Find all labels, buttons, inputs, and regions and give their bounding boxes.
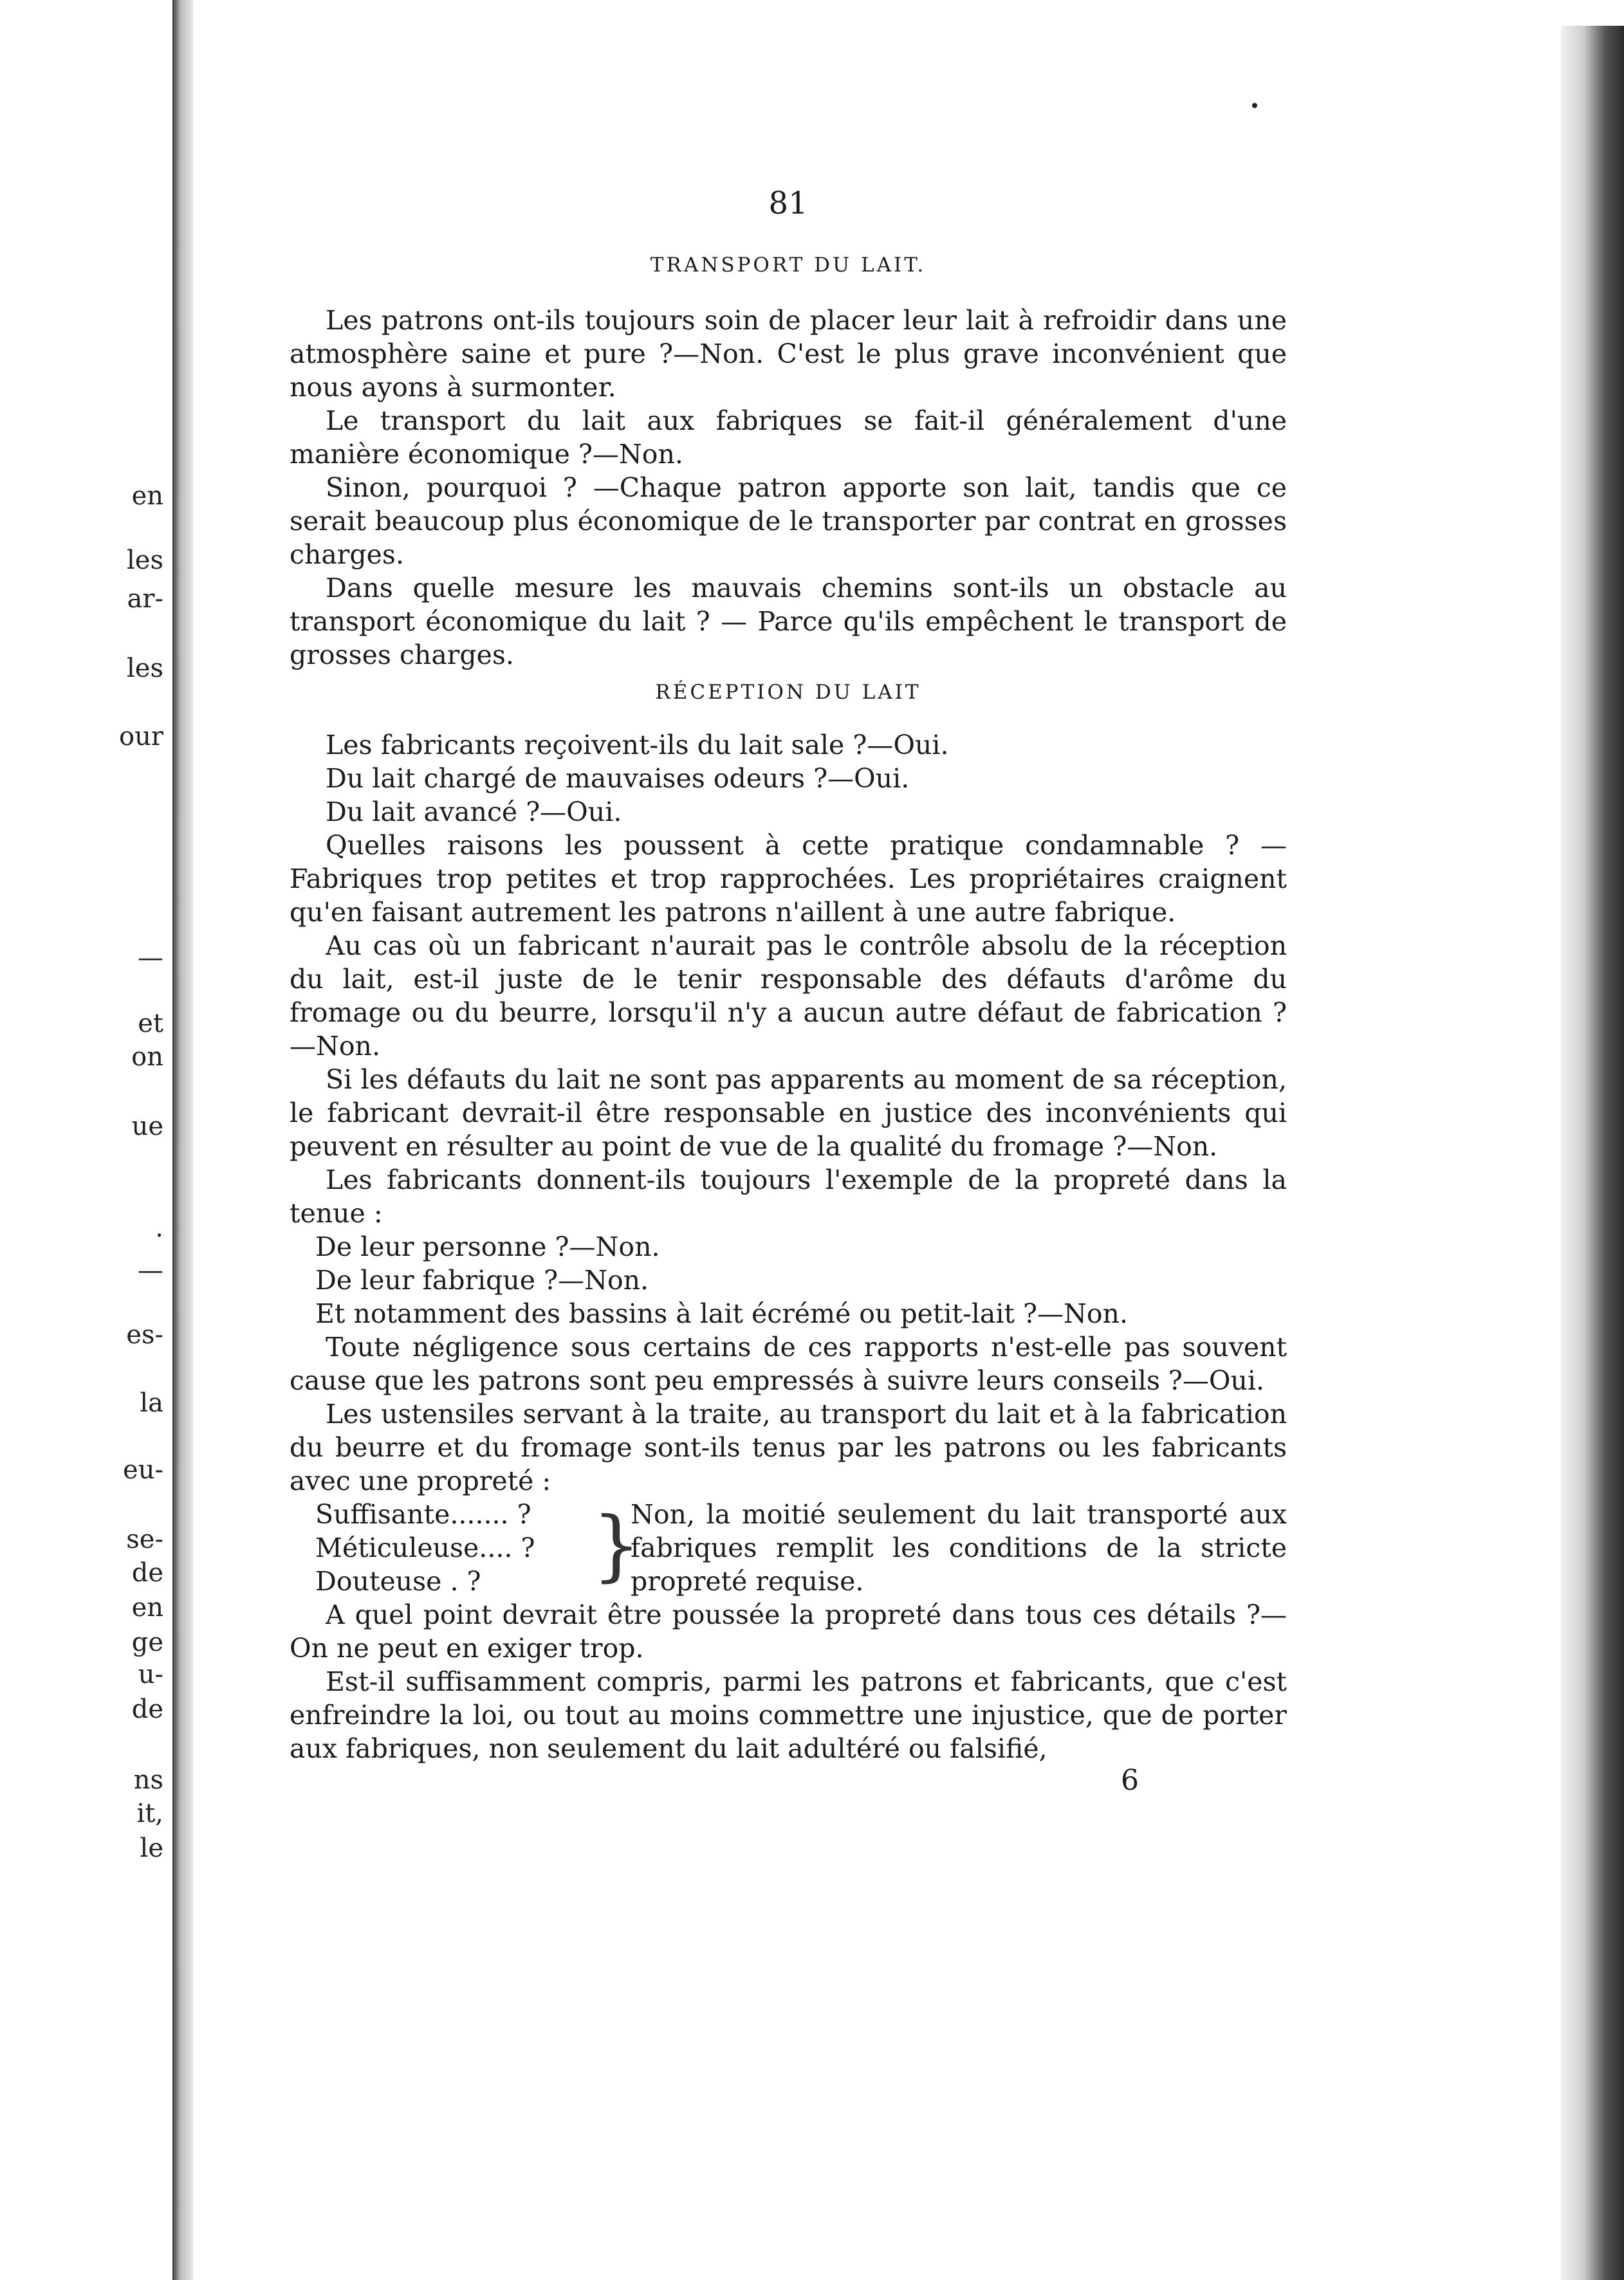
margin-fragment: les [127, 546, 163, 575]
margin-fragment: — [138, 943, 163, 973]
list-item: De leur personne ?—Non. [315, 1231, 660, 1262]
page-content [290, 187, 1287, 1797]
margin-fragment: en [131, 481, 163, 511]
paragraph: Les fabricants donnent-ils toujours l'exemple de la propreté dans la tenue : [290, 1164, 1287, 1229]
margin-fragment: eu- [123, 1455, 163, 1485]
option-labels [315, 1498, 592, 1598]
section-heading-transport: TRANSPORT DU LAIT. [650, 253, 927, 277]
facing-page-margin [0, 0, 172, 2280]
margin-fragment: — [138, 1256, 163, 1285]
margin-fragment: le [140, 1834, 163, 1863]
book-page [193, 0, 1561, 2280]
option-answer: Non, la moitié seulement du lait transporté aux fabriques remplit les conditions de la stricte propreté requise. [631, 1499, 1287, 1597]
ink-speck [1252, 103, 1257, 108]
margin-fragment: de [131, 1695, 163, 1724]
margin-fragment: ge [131, 1628, 163, 1657]
paragraph: Quelles raisons les poussent à cette pratique condamnable ? —Fabriques trop petites et trop rapprochées. Les propriétaires craignent qu'en faisant autrement les patrons n'aillent à une autre fabrique. [290, 830, 1287, 928]
margin-fragment: et [138, 1009, 163, 1038]
option-label: Méticuleuse.... ? [315, 1532, 535, 1563]
paragraph: Si les défauts du lait ne sont pas apparents au moment de sa réception, le fabricant devrait-il être responsable en justice des inconvénients qui peuvent en résulter au point de vue de la qualité du fromage ?—Non. [290, 1064, 1287, 1162]
margin-fragment: en [131, 1593, 163, 1623]
propreté-options [315, 1498, 1287, 1598]
margin-fragment: les [127, 654, 163, 683]
margin-fragment: la [140, 1388, 163, 1418]
margin-fragment: our [119, 722, 163, 751]
margin-fragment: it, [136, 1799, 163, 1828]
margin-fragment: . [155, 1213, 163, 1243]
margin-fragment: ns [133, 1765, 163, 1795]
paragraph: Dans quelle mesure les mauvais chemins sont-ils un obstacle au transport économique du lait ? — Parce qu'ils empêchent le transport de grosses charges. [290, 573, 1287, 670]
margin-fragment: se- [126, 1525, 163, 1554]
option-label: Douteuse . ? [315, 1566, 481, 1597]
paragraph: Au cas où un fabricant n'aurait pas le contrôle absolu de la réception du lait, est-il juste de le tenir responsable des défauts d'arôme du fromage ou du beurre, lorsqu'il n'y a aucun autre défaut de fabrication ?—Non. [290, 930, 1287, 1062]
book-gutter [172, 0, 193, 2280]
paragraph: Le transport du lait aux fabriques se fait-il généralement d'une manière économique ?—Non. [290, 405, 1287, 470]
margin-fragment: u- [138, 1660, 163, 1689]
paragraph: Du lait chargé de mauvaises odeurs ?—Oui. [326, 763, 910, 794]
list-item: De leur fabrique ?—Non. [315, 1265, 649, 1296]
page-edge [1561, 26, 1624, 2280]
paragraph: Toute négligence sous certains de ces rapports n'est-elle pas souvent cause que les patrons sont peu empressés à suivre leurs conseils ?—Oui. [290, 1332, 1287, 1396]
paragraph: Les patrons ont-ils toujours soin de placer leur lait à refroidir dans une atmosphère saine et pure ?—Non. C'est le plus grave inconvénient que nous ayons à surmonter. [290, 305, 1287, 403]
paragraph: Sinon, pourquoi ? —Chaque patron apporte son lait, tandis que ce serait beaucoup plus économique de le transporter par contrat en grosses charges. [290, 472, 1287, 570]
signature-mark: 6 [1121, 1764, 1139, 1797]
brace-icon: } [592, 1501, 641, 1590]
margin-fragment: on [131, 1042, 163, 1072]
option-label: Suffisante....... ? [315, 1499, 531, 1530]
margin-fragment: ue [131, 1112, 163, 1141]
paragraph: Est-il suffisamment compris, parmi les patrons et fabricants, que c'est enfreindre la loi, ou tout au moins commettre une injustice, que de porter aux fabriques, non seulement du lait adultéré ou falsifié, [290, 1666, 1287, 1764]
list-item: Et notamment des bassins à lait écrémé ou petit-lait ?—Non. [315, 1298, 1128, 1329]
margin-fragment: es- [126, 1320, 163, 1350]
paragraph: Les ustensiles servant à la traite, au transport du lait et à la fabrication du beurre et du fromage sont-ils tenus par les patrons ou les fabricants avec une propreté : [290, 1399, 1287, 1496]
page-number: 81 [768, 185, 808, 221]
paragraph: Les fabricants reçoivent-ils du lait sale ?—Oui. [326, 730, 949, 760]
paragraph: A quel point devrait être poussée la propreté dans tous ces détails ?—On ne peut en exiger trop. [290, 1599, 1287, 1664]
margin-fragment: de [131, 1558, 163, 1588]
paragraph: Du lait avancé ?—Oui. [326, 796, 622, 827]
section-heading-reception: RÉCEPTION DU LAIT [655, 681, 921, 704]
margin-fragment: ar- [127, 584, 163, 614]
